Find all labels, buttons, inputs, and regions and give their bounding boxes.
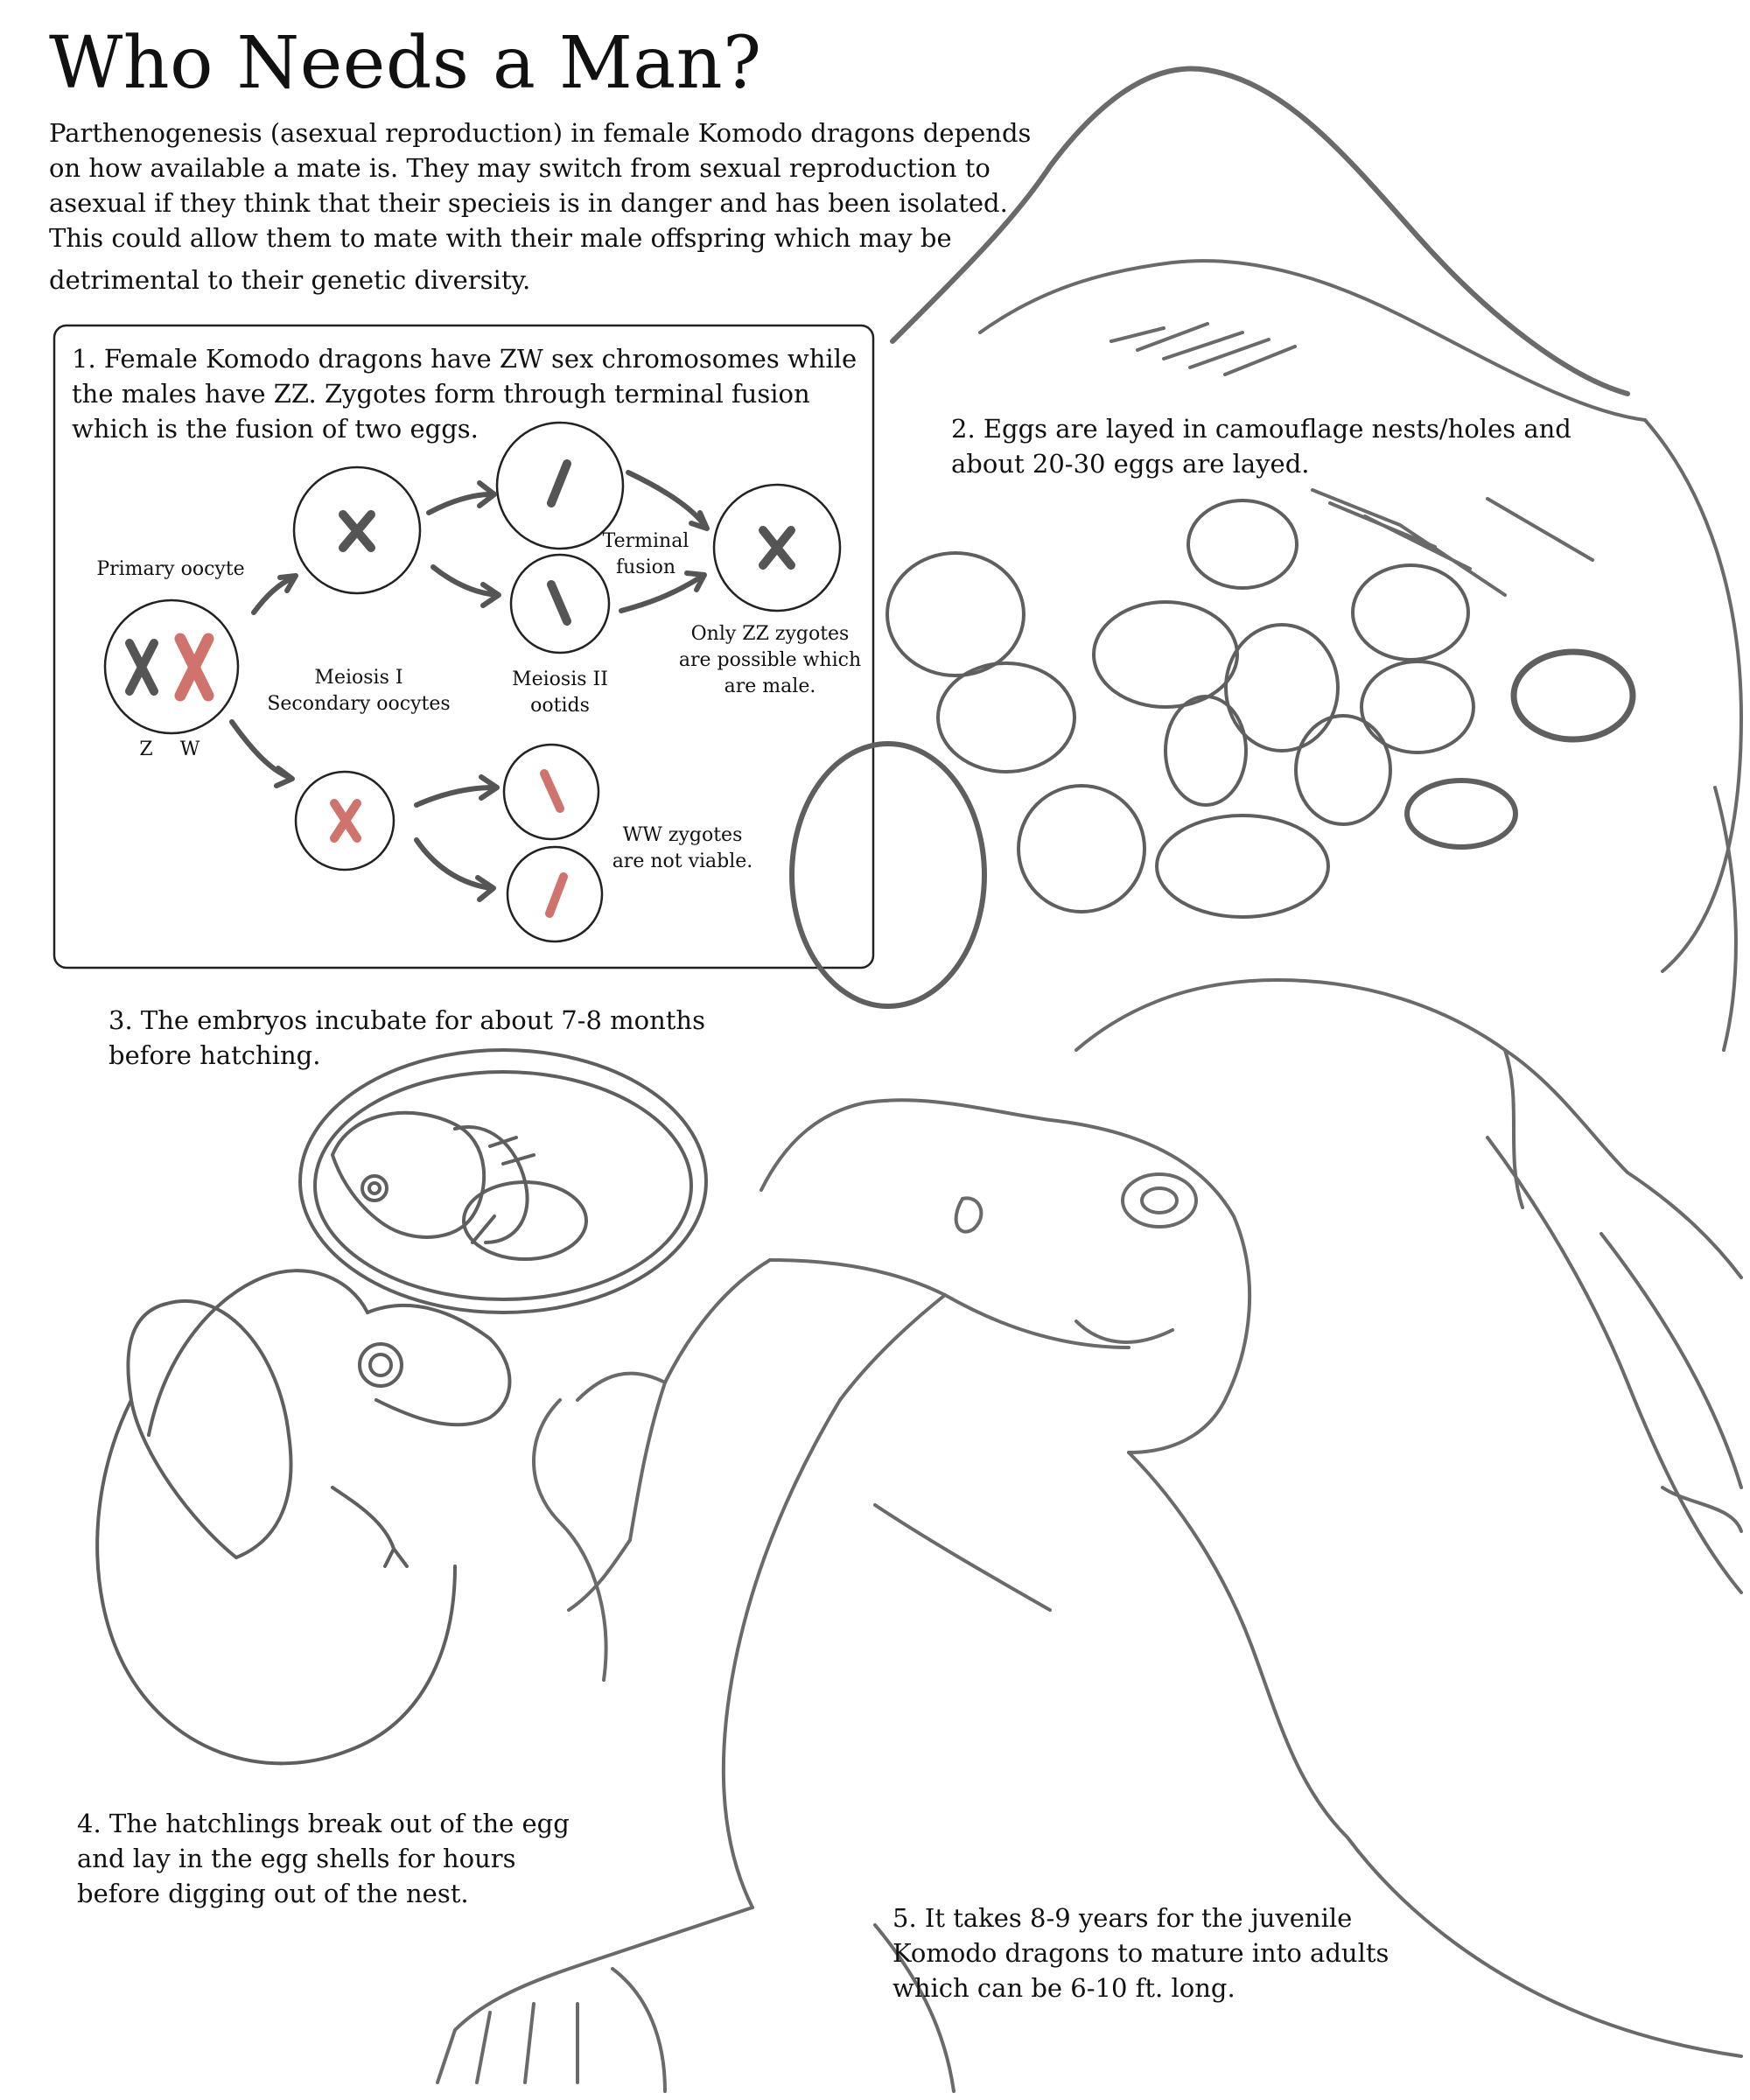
- step4-line: 4. The hatchlings break out of the egg: [77, 1809, 570, 1838]
- embryo-sketch: [300, 1050, 706, 1312]
- step4-line: and lay in the egg shells for hours: [77, 1844, 516, 1873]
- z-chromosome-primary: [130, 643, 154, 691]
- meiosis2-line: Meiosis II: [512, 668, 608, 690]
- ww-zygote-note: [604, 822, 761, 875]
- w-chromosome-meiosis1: [334, 803, 357, 838]
- step5-line: 5. It takes 8-9 years for the juvenile: [892, 1903, 1353, 1933]
- intro-paragraph: [49, 116, 1032, 298]
- meiosis1-line: Secondary oocytes: [267, 693, 451, 715]
- step5-line: which can be 6-10 ft. long.: [892, 1973, 1236, 2003]
- ww-note-line: are not viable.: [612, 850, 753, 872]
- terminal-fusion-line: Terminal: [602, 530, 690, 552]
- terminal-fusion-label: [593, 528, 698, 581]
- page-title: Who Needs a Man?: [49, 22, 762, 105]
- hatchling-sketch: [97, 1270, 509, 1763]
- zz-chromosome-zygote: [763, 530, 791, 565]
- step1-line: which is the fusion of two eggs.: [72, 414, 479, 444]
- step2-line: 2. Eggs are layed in camouflage nests/holes and: [951, 414, 1572, 444]
- zz-note-line: are male.: [724, 676, 816, 697]
- intro-line: asexual if they think that their specieis is in danger and has been isolated.: [49, 188, 1008, 218]
- step5-line: Komodo dragons to mature into adults: [892, 1938, 1390, 1968]
- step2-line: about 20-30 eggs are layed.: [951, 449, 1310, 479]
- z-label: Z: [139, 738, 153, 760]
- meiosis2-label: [490, 667, 630, 719]
- zz-zygote-note: [678, 621, 862, 700]
- step1-line: the males have ZZ. Zygotes form through terminal fusion: [72, 379, 810, 409]
- z-chromosome-ootid-b: [551, 584, 567, 621]
- z-chromosome-meiosis1: [343, 514, 371, 548]
- intro-line: Parthenogenesis (asexual reproduction) in female Komodo dragons depends: [49, 118, 1032, 148]
- primary-oocyte-label: Primary oocyte: [96, 558, 245, 580]
- meiosis2-line: ootids: [530, 695, 590, 717]
- z-chromosome-ootid-a: [551, 464, 567, 503]
- step1-line: 1. Female Komodo dragons have ZW sex chromosomes while: [72, 344, 858, 374]
- egg-cluster: [792, 500, 1633, 1006]
- step1-text: [72, 341, 859, 446]
- step5-text: [892, 1900, 1389, 2006]
- w-chromosome-ootid-a: [544, 774, 560, 808]
- w-chromosome-primary: [180, 639, 208, 696]
- intro-line: This could allow them to mate with their male offspring which may be: [49, 223, 952, 253]
- step3-text: [108, 1003, 705, 1073]
- intro-line: on how available a mate is. They may switch from sexual reproduction to: [49, 153, 990, 183]
- zz-note-line: Only ZZ zygotes: [690, 623, 850, 645]
- meiosis1-label: [262, 665, 455, 718]
- step2-text: [951, 411, 1572, 481]
- intro-line: detrimental to their genetic diversity.: [49, 265, 531, 295]
- zz-note-line: are possible which: [678, 649, 862, 671]
- w-chromosome-ootid-b: [550, 877, 564, 914]
- w-label: W: [179, 738, 200, 760]
- step4-text: [77, 1806, 570, 1911]
- step3-line: 3. The embryos incubate for about 7-8 months: [108, 1005, 705, 1035]
- step3-line: before hatching.: [108, 1040, 321, 1070]
- ww-note-line: WW zygotes: [622, 824, 743, 846]
- meiosis1-line: Meiosis I: [314, 667, 403, 689]
- step4-line: before digging out of the nest.: [77, 1879, 469, 1908]
- terminal-fusion-line: fusion: [615, 556, 676, 578]
